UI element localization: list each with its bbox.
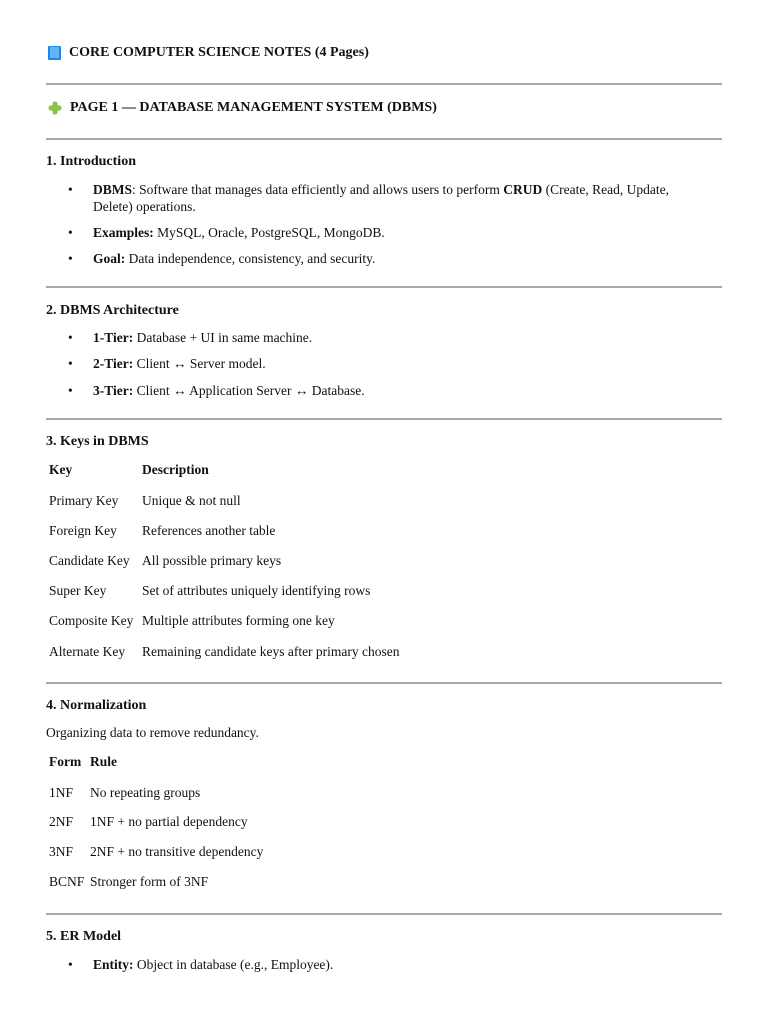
book-icon [48, 46, 61, 60]
section-heading-architecture: 2. DBMS Architecture [46, 303, 179, 318]
divider [46, 682, 722, 684]
table-cell: Super Key [49, 583, 107, 598]
column-header: Key [49, 462, 73, 477]
document-title [48, 45, 369, 61]
table-cell: 2NF [49, 814, 74, 829]
term: CRUD [503, 182, 543, 197]
term: Goal: [93, 251, 126, 266]
puzzle-icon [48, 101, 62, 115]
table-cell: Stronger form of 3NF [90, 874, 209, 889]
table-cell: References another table [142, 523, 276, 538]
column-header: Description [142, 462, 209, 477]
bullet-icon: • [68, 957, 73, 972]
section-heading-keys: 3. Keys in DBMS [46, 434, 149, 449]
table-cell: Primary Key [49, 493, 119, 508]
table-cell: Multiple attributes forming one key [142, 613, 335, 628]
table-cell: All possible primary keys [142, 553, 282, 568]
table-cell: 1NF [49, 785, 74, 800]
term: Examples: [93, 225, 154, 240]
table-cell: Composite Key [49, 613, 134, 628]
column-header: Rule [90, 754, 117, 769]
bullet-icon: • [68, 182, 73, 197]
section-heading-er-model: 5. ER Model [46, 929, 122, 944]
table-cell: No repeating groups [90, 785, 201, 800]
divider [46, 83, 722, 85]
term: 1-Tier: [93, 330, 134, 345]
divider [46, 913, 722, 915]
list-item: • DBMS: Software that manages data efficiently and allows users to perform CRUD (Create, Read, Update, Delete) operations. [68, 182, 669, 214]
divider [46, 418, 722, 420]
table-cell: 2NF + no transitive dependency [90, 844, 264, 859]
table-cell: Set of attributes uniquely identifying rows [142, 583, 371, 598]
table-cell: BCNF [49, 874, 85, 889]
bullet-icon: • [68, 225, 73, 240]
table-cell: Foreign Key [49, 523, 117, 538]
table-cell: 1NF + no partial dependency [90, 814, 248, 829]
bullet-icon: • [68, 383, 73, 398]
term: DBMS [93, 182, 133, 197]
table-cell: Candidate Key [49, 553, 130, 568]
section-heading-introduction: 1. Introduction [46, 154, 136, 169]
table-cell: Unique & not null [142, 493, 241, 508]
section-heading-normalization: 4. Normalization [46, 698, 147, 713]
table-cell: Alternate Key [49, 644, 126, 659]
page-title-text: PAGE 1 — DATABASE MANAGEMENT SYSTEM (DBMS) [70, 100, 437, 115]
term: Entity: [93, 957, 134, 972]
section-intro-text: Organizing data to remove redundancy. [46, 725, 259, 740]
divider [46, 138, 722, 140]
page-title [48, 100, 437, 116]
document-title-text: CORE COMPUTER SCIENCE NOTES (4 Pages) [69, 45, 369, 60]
table-cell: Remaining candidate keys after primary chosen [142, 644, 400, 659]
term: 2-Tier: [93, 356, 134, 371]
bullet-icon: • [68, 356, 73, 371]
bullet-icon: • [68, 330, 73, 345]
divider [46, 286, 722, 288]
column-header: Form [49, 754, 82, 769]
term: 3-Tier: [93, 383, 134, 398]
bullet-icon: • [68, 251, 73, 266]
table-cell: 3NF [49, 844, 74, 859]
